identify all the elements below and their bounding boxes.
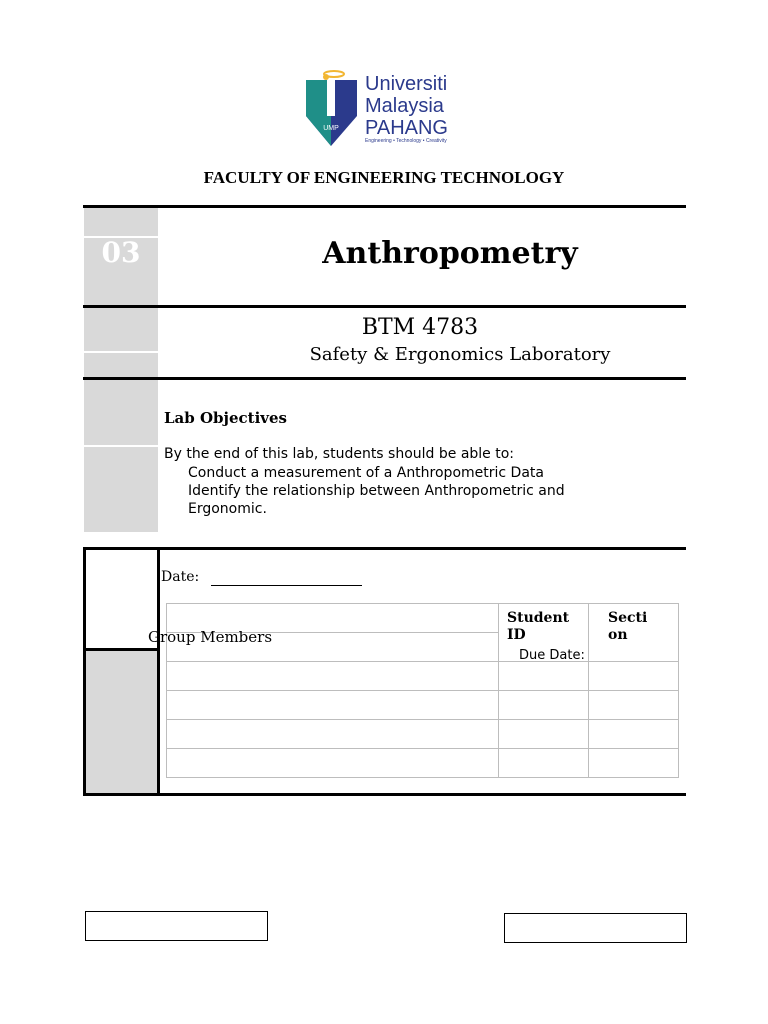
- table-cell[interactable]: [589, 720, 679, 749]
- divider-2: [83, 305, 686, 308]
- table-row: [167, 749, 679, 778]
- student-id-header-text: Student ID: [507, 610, 570, 643]
- gray-sidebar-block-3: [84, 380, 158, 532]
- divider-form-bottom: [83, 793, 686, 796]
- table-row: [167, 691, 679, 720]
- table-cell[interactable]: [167, 691, 499, 720]
- objectives-heading: Lab Objectives: [164, 409, 287, 427]
- gray-gap: [84, 445, 158, 447]
- section-header-line1: Secti: [608, 610, 648, 626]
- table-cell[interactable]: [589, 749, 679, 778]
- table-row: [167, 662, 679, 691]
- logo-line-pahang: PAHANG: [365, 117, 448, 139]
- logo-tagline: Engineering • Technology • Creativity: [365, 138, 447, 144]
- divider-form-top: [83, 547, 686, 550]
- course-name: Safety & Ergonomics Laboratory: [309, 344, 611, 365]
- table-cell[interactable]: [589, 691, 679, 720]
- logo-badge-text: UMP: [323, 125, 339, 132]
- objective-text: Conduct a measurement of a Anthropometric Data: [188, 465, 544, 481]
- lab-number: 03: [101, 236, 141, 269]
- date-label: Date:: [161, 569, 200, 585]
- list-item: [164, 482, 624, 518]
- signature-box-right[interactable]: [504, 913, 687, 943]
- table-cell[interactable]: [167, 749, 499, 778]
- table-cell[interactable]: [499, 691, 589, 720]
- objectives-list: [164, 464, 624, 518]
- table-cell[interactable]: [499, 662, 589, 691]
- table-row: [167, 720, 679, 749]
- group-members-label: Group Members: [148, 628, 273, 646]
- logo-line-malaysia: Malaysia: [365, 95, 444, 117]
- list-item: [164, 464, 624, 482]
- due-date-label: Due Date:: [519, 648, 585, 663]
- table-cell[interactable]: [499, 749, 589, 778]
- objectives-intro: By the end of this lab, students should be able to:: [164, 446, 515, 462]
- table-cell[interactable]: [589, 662, 679, 691]
- form-sidebar-border: [157, 547, 160, 795]
- table-cell[interactable]: [499, 720, 589, 749]
- date-input-line[interactable]: [211, 585, 362, 586]
- faculty-name: FACULTY OF ENGINEERING TECHNOLOGY: [203, 168, 565, 187]
- university-logo: [303, 68, 473, 148]
- table-cell[interactable]: [167, 720, 499, 749]
- table-cell[interactable]: [167, 662, 499, 691]
- gray-sidebar-block-4: [86, 651, 157, 793]
- lab-title: Anthropometry: [322, 236, 578, 271]
- divider-3: [83, 377, 686, 380]
- divider-top: [83, 205, 686, 208]
- section-header: [589, 604, 679, 662]
- ump-shield-icon: [303, 68, 361, 148]
- gray-sidebar-block-2: [84, 308, 158, 378]
- gray-gap: [84, 351, 158, 353]
- logo-line-universiti: Universiti: [365, 73, 448, 95]
- section-header-line2: on: [608, 627, 628, 643]
- course-code: BTM 4783: [361, 315, 479, 340]
- logo-wordmark: [365, 74, 448, 140]
- signature-box-left[interactable]: [85, 911, 268, 941]
- objective-text: Identify the relationship between Anthropometric and Ergonomic.: [188, 483, 565, 517]
